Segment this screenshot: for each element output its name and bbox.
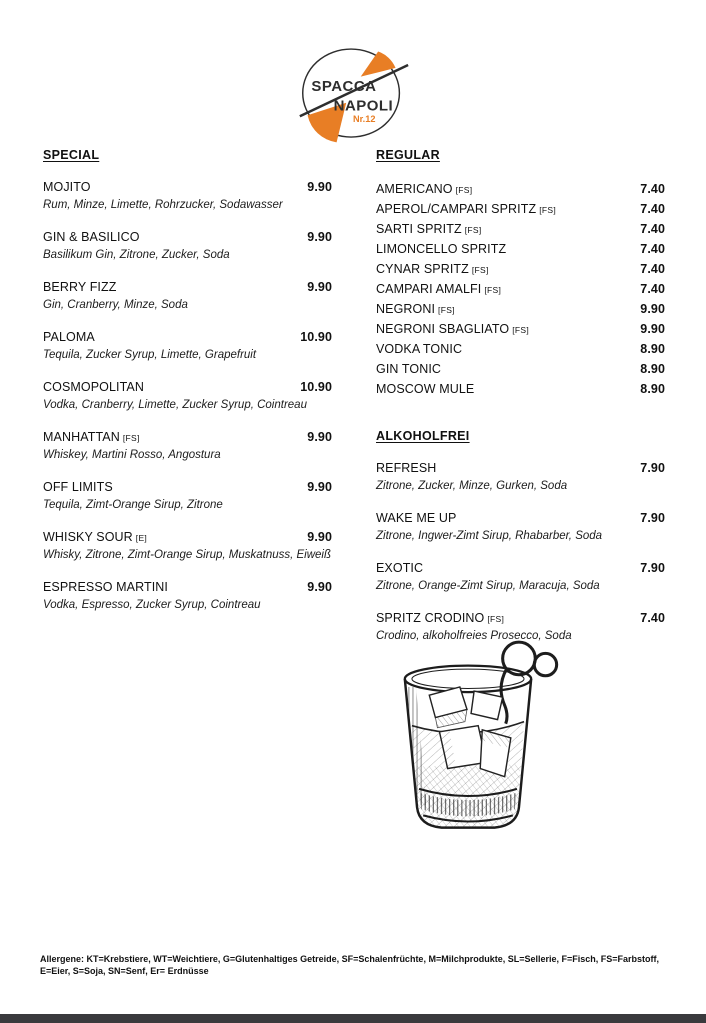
item-description: Whiskey, Martini Rosso, Angostura [43, 449, 221, 461]
item-price: 9.90 [307, 480, 332, 494]
allergen-tag: [FS] [512, 325, 530, 335]
item-name: LIMONCELLO SPRITZ [376, 242, 507, 256]
item-name: NEGRONI [376, 302, 436, 316]
item-name-group [376, 461, 447, 477]
menu-item-row [376, 511, 665, 527]
item-description: Zitrone, Ingwer-Zimt Sirup, Rhabarber, Soda [376, 530, 603, 542]
menu-item [43, 180, 332, 212]
item-name: AMERICANO [376, 182, 453, 196]
item-price: 9.90 [307, 180, 332, 194]
item-name: NEGRONI SBAGLIATO [376, 322, 510, 336]
menu-item-row [376, 461, 665, 477]
item-price: 9.90 [640, 302, 665, 316]
menu-item-row [376, 200, 665, 220]
item-name: CYNAR SPRITZ [376, 262, 469, 276]
menu-item [43, 430, 332, 462]
item-price: 8.90 [640, 362, 665, 376]
item-name-group [376, 320, 537, 340]
item-name: EXOTIC [376, 561, 424, 575]
item-description: Zitrone, Orange-Zimt Sirup, Maracuja, Soda [376, 580, 600, 592]
menu-item-row [43, 330, 332, 346]
item-name-group [43, 430, 148, 446]
right-column [376, 148, 665, 661]
menu-item-row [376, 300, 665, 320]
item-name: WAKE ME UP [376, 511, 457, 525]
item-price: 9.90 [307, 530, 332, 544]
item-price: 7.90 [640, 511, 665, 525]
item-description: Vodka, Espresso, Zucker Syrup, Cointreau [43, 599, 261, 611]
item-price: 8.90 [640, 382, 665, 396]
item-name: PALOMA [43, 330, 95, 344]
menu-item [43, 380, 332, 412]
item-price: 7.40 [640, 242, 665, 256]
item-name-group [376, 280, 509, 300]
item-price: 9.90 [307, 430, 332, 444]
item-price: 9.90 [640, 322, 665, 336]
item-name: MOJITO [43, 180, 91, 194]
menu-item [43, 580, 332, 612]
item-name: MANHATTAN [43, 430, 120, 444]
menu-item [43, 480, 332, 512]
item-name: MOSCOW MULE [376, 382, 475, 396]
allergen-footnote: Allergene: KT=Krebstiere, WT=Weichtiere, G=Glutenhaltiges Getreide, SF=Schalenfrüchte, M=Milchprodukte, SL=Sellerie, F=Fisch, FS=Farbstoff, E=Eier, S=Soja, SN=Senf, Er= Erdnüsse [40, 954, 659, 976]
item-description: Basilikum Gin, Zitrone, Zucker, Soda [43, 249, 230, 261]
item-name: SARTI SPRITZ [376, 222, 462, 236]
item-name: WHISKY SOUR [43, 530, 133, 544]
menu-item-row [376, 280, 665, 300]
menu-item [43, 230, 332, 262]
logo-text-spacca: SPACCA [311, 78, 377, 96]
allergen-tag: [FS] [438, 305, 455, 315]
item-name-group [376, 300, 463, 320]
item-price: 7.40 [640, 222, 665, 236]
menu-item-row [376, 260, 665, 280]
spacca-napoli-logo-icon [295, 44, 411, 146]
menu-item-row [43, 580, 332, 596]
item-price: 7.40 [640, 282, 665, 296]
item-name-group [376, 360, 452, 380]
item-name-group [376, 260, 497, 280]
menu-item-row [376, 360, 665, 380]
menu-item [376, 561, 665, 593]
item-description: Whisky, Zitrone, Zimt-Orange Sirup, Muskatnuss, Eiweiß [43, 549, 331, 561]
window-bottom-edge [0, 1014, 706, 1023]
special-items [43, 180, 332, 612]
item-price: 7.40 [640, 182, 665, 196]
cocktail-glass-illustration [366, 634, 570, 848]
menu-item-row [376, 220, 665, 240]
item-name-group [376, 200, 564, 220]
allergen-tag: [FS] [487, 614, 505, 624]
item-price: 8.90 [640, 342, 665, 356]
item-name-group [376, 561, 434, 577]
rocks-glass-sketch-icon [366, 634, 570, 848]
menu-item-row [43, 430, 332, 446]
item-name: REFRESH [376, 461, 437, 475]
section-title-special: SPECIAL [43, 148, 100, 162]
item-name-group [376, 511, 467, 527]
item-name: BERRY FIZZ [43, 280, 117, 294]
menu-item [376, 511, 665, 543]
item-price: 9.90 [307, 580, 332, 594]
allergen-tag: [E] [135, 533, 148, 543]
item-name: CAMPARI AMALFI [376, 282, 482, 296]
allergen-tag: [FS] [464, 225, 482, 235]
restaurant-logo [295, 44, 411, 146]
menu-item-row [376, 320, 665, 340]
menu-item-row [43, 530, 332, 546]
item-name: VODKA TONIC [376, 342, 463, 356]
item-price: 9.90 [307, 230, 332, 244]
menu-item [43, 280, 332, 312]
menu-item-row [376, 180, 665, 200]
item-name-group [43, 330, 106, 346]
item-name-group [376, 340, 473, 360]
item-description: Crodino, alkoholfreies Prosecco, Soda [376, 630, 572, 642]
item-price: 7.90 [640, 461, 665, 475]
item-name: GIN & BASILICO [43, 230, 140, 244]
item-name-group [43, 380, 155, 396]
item-description: Tequila, Zimt-Orange Sirup, Zitrone [43, 499, 223, 511]
item-name-group [43, 480, 124, 496]
regular-items [376, 180, 665, 400]
item-name: SPRITZ CRODINO [376, 611, 485, 625]
menu-item-row [43, 230, 332, 246]
item-description: Zitrone, Zucker, Minze, Gurken, Soda [376, 480, 568, 492]
item-price: 7.40 [640, 262, 665, 276]
logo-text-nr12: Nr.12 [353, 114, 376, 125]
item-description: Tequila, Zucker Syrup, Limette, Grapefruit [43, 349, 257, 361]
item-name-group [43, 180, 102, 196]
item-name-group [43, 280, 127, 296]
item-name-group [376, 180, 480, 200]
menu-item-row [376, 240, 665, 260]
item-price: 7.90 [640, 561, 665, 575]
menu-item [376, 461, 665, 493]
item-name-group [43, 530, 155, 546]
menu-item-row [43, 380, 332, 396]
menu-columns [43, 148, 665, 661]
allergen-tag: [FS] [484, 285, 502, 295]
item-price: 7.40 [640, 202, 665, 216]
item-name-group [376, 220, 490, 240]
item-name: OFF LIMITS [43, 480, 113, 494]
menu-item-row [43, 280, 332, 296]
item-description: Rum, Minze, Limette, Rohrzucker, Sodawasser [43, 199, 283, 211]
menu-item [43, 330, 332, 362]
item-name-group [43, 580, 179, 596]
item-name: COSMOPOLITAN [43, 380, 144, 394]
item-name: GIN TONIC [376, 362, 442, 376]
allergen-tag: [FS] [455, 185, 473, 195]
item-name: APEROL/CAMPARI SPRITZ [376, 202, 537, 216]
menu-item-row [376, 561, 665, 577]
special-section [43, 148, 332, 661]
allergen-tag: [FS] [539, 205, 557, 215]
item-description: Gin, Cranberry, Minze, Soda [43, 299, 188, 311]
logo-text-napoli: NAPOLI [333, 97, 394, 115]
menu-item-row [376, 611, 665, 627]
menu-item-row [43, 180, 332, 196]
item-name: ESPRESSO MARTINI [43, 580, 169, 594]
item-name-group [376, 380, 485, 400]
item-price: 9.90 [307, 280, 332, 294]
item-price: 10.90 [300, 330, 332, 344]
allergen-tag: [FS] [122, 433, 140, 443]
alkoholfrei-items [376, 461, 665, 643]
menu-item [43, 530, 332, 562]
item-description: Vodka, Cranberry, Limette, Zucker Syrup, Cointreau [43, 399, 307, 411]
allergen-tag: [FS] [471, 265, 489, 275]
section-title-alkoholfrei: ALKOHOLFREI [376, 429, 470, 443]
menu-item-row [376, 380, 665, 400]
menu-item-row [376, 340, 665, 360]
section-title-regular: REGULAR [376, 148, 440, 162]
item-name-group [43, 230, 151, 246]
menu-item-row [43, 480, 332, 496]
item-price: 7.40 [640, 611, 665, 625]
item-price: 10.90 [300, 380, 332, 394]
item-name-group [376, 240, 517, 260]
item-name-group [376, 611, 512, 627]
